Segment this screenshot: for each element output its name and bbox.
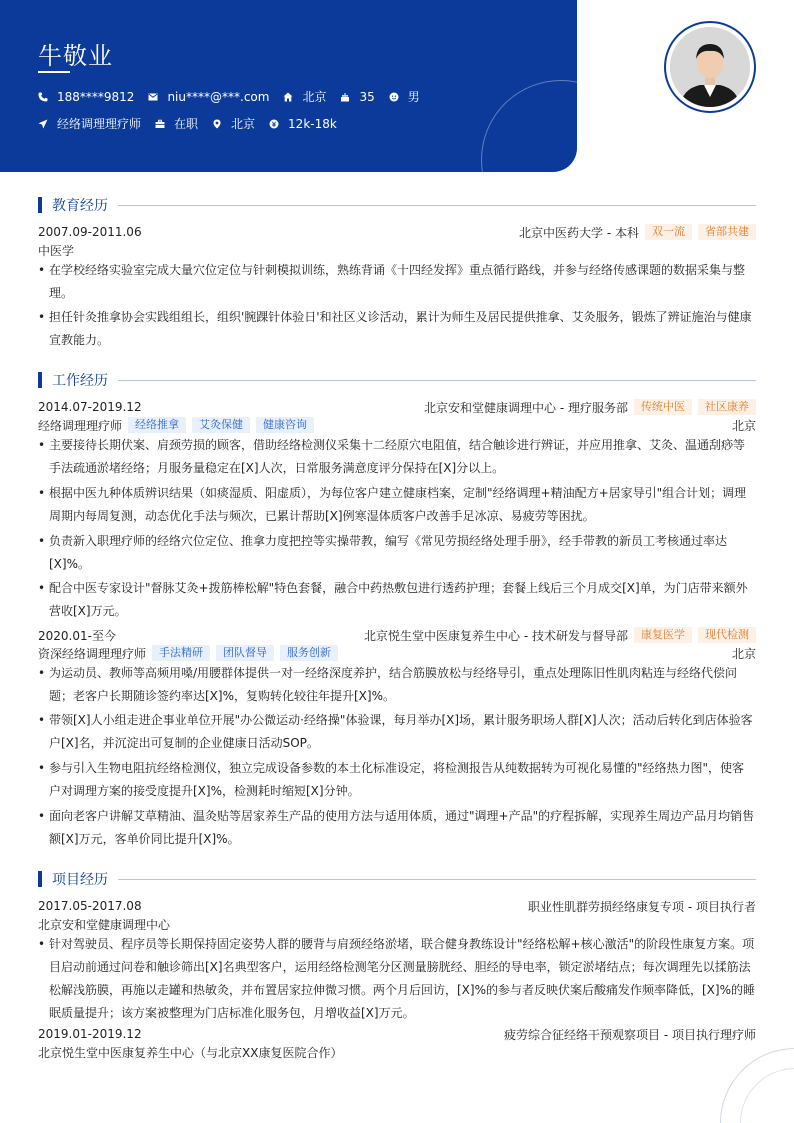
work-company: 北京悦生堂中医康复养生中心 - 技术研发与督导部 <box>364 628 628 643</box>
money-icon <box>269 119 279 129</box>
decor-circle <box>481 80 577 172</box>
section-bar <box>38 197 42 213</box>
work-date: 2014.07-2019.12 <box>38 400 142 414</box>
education-tag: 双一流 <box>645 224 692 240</box>
project-header <box>38 1026 756 1042</box>
section-bar <box>38 372 42 388</box>
work-bullet: • 配合中医专家设计"督脉艾灸+拨筋棒松解"特色套餐，融合中药热敷包进行透药护理；套餐上线后三个月成交[X]单，为门店带来额外营收[X]万元。 <box>38 577 756 623</box>
age-text: 35 <box>359 89 375 104</box>
work-position: 经络调理理疗师 <box>38 418 123 433</box>
education-major-row <box>38 242 756 258</box>
section-title: 工作经历 <box>52 373 108 389</box>
avatar <box>670 27 750 107</box>
phone-text: 188****9812 <box>57 89 135 104</box>
education-bullet: • 担任针灸推拿协会实践组组长，组织'腕踝针体验日'和社区义诊活动，累计为师生及居民提供推拿、艾灸服务，锻炼了辨证施治与健康宣教能力。 <box>38 306 756 352</box>
job-text: 经络调理理疗师 <box>57 117 142 131</box>
work-bullet: • 带领[X]人小组走进企事业单位开展"办公微运动·经络操"体验课，每月举办[X]场，累计服务职场人群[X]人次；活动后转化到店体验客户[X]名，并沉淀出可复制的企业健康日活动SOP。 <box>38 709 756 755</box>
candidate-name: 牛敬业 <box>38 42 113 70</box>
skill-tag: 团队督导 <box>216 645 274 661</box>
email-text: niu****@***.com <box>167 89 270 104</box>
work-city: 北京 <box>731 646 756 661</box>
project-name: 疲劳综合征经络干预观察项目 - 项目执行理疗师 <box>504 1027 756 1042</box>
info-row-1 <box>38 88 434 105</box>
info-phone <box>38 90 134 104</box>
project-name: 职业性肌群劳损经络康复专项 - 项目执行者 <box>528 899 756 914</box>
work-tag: 现代检测 <box>698 627 756 643</box>
skill-tag: 健康咨询 <box>256 417 314 433</box>
info-status <box>155 115 198 132</box>
work-bullet: • 为运动员、教师等高频用嗓/用腰群体提供一对一经络深度养护，结合筋膜放松与经络导引，重点处理陈旧性肌肉粘连与经络代偿问题；老客户长期随诊签约率达[X]%，复购转化较往年提升[X]%。 <box>38 662 756 708</box>
work-bullet: • 根据中医九种体质辨识结果（如痰湿质、阳虚质），为每位客户建立健康档案，定制"经络调理+精油配方+居家导引"组合计划；调理周期内每周复测，动态优化手法与频次，已累计帮助[X]例寒湿体质客户改善手足冰凉、易疲劳等困扰。 <box>38 482 756 528</box>
work-header <box>38 399 756 415</box>
gender-icon <box>389 92 399 102</box>
work-company: 北京安和堂健康调理中心 - 理疗服务部 <box>424 400 628 415</box>
section-rule <box>118 205 756 206</box>
work-bullet: • 面向老客户讲解艾草精油、温灸贴等居家养生产品的使用方法与适用体质，通过"调理+产品"的疗程拆解，实现养生周边产品月均销售额[X]万元，客单价同比提升[X]%。 <box>38 805 756 851</box>
city-text: 北京 <box>302 90 327 104</box>
project-date: 2019.01-2019.12 <box>38 1027 142 1041</box>
location-text: 北京 <box>231 117 256 131</box>
skill-tag: 经络推拿 <box>128 417 186 433</box>
project-date: 2017.05-2017.08 <box>38 899 142 913</box>
cake-icon <box>340 92 350 102</box>
education-school: 北京中医药大学 - 本科 <box>519 225 639 240</box>
education-major: 中医学 <box>38 243 75 258</box>
project-bullet: • 针对驾驶员、程序员等长期保持固定姿势人群的腰背与肩颈经络淤堵，联合健身教练设计"经络松解+核心激活"的阶段性康复方案。项目启动前通过问卷和触诊筛出[X]名典型客户，运用经络检测笔分区测量膀胱经、胆经的导电率，锁定淤堵结点；每次调理先以揉筋法松解浅筋膜，再施以走罐和热敏灸，并布置居家拉伸微习惯。两个月后回访，[X]%的参与者反映伏案后酸痛发作频率降低，[X]%的睡眠质量提升；该方案被整理为门店标准化服务包，月增收益[X]万元。 <box>38 933 756 1025</box>
work-position-row <box>38 417 756 433</box>
work-bullet: • 主要接待长期伏案、肩颈劳损的顾客，借助经络检测仪采集十二经原穴电阻值，结合触诊进行辨证，并应用推拿、艾灸、温通刮痧等手法疏通淤堵经络；月服务量稳定在[X]人次，日常服务满意度评分保持在[X]分以上。 <box>38 434 756 480</box>
info-age <box>340 90 374 104</box>
section-education <box>38 196 756 214</box>
project-org-row <box>38 916 756 932</box>
section-rule <box>118 879 756 880</box>
work-position: 资深经络调理理疗师 <box>38 646 147 661</box>
work-tag: 传统中医 <box>634 399 692 415</box>
info-location <box>212 115 255 132</box>
pin-icon <box>212 119 222 129</box>
info-email <box>148 90 269 104</box>
name-underline <box>38 71 70 73</box>
section-project <box>38 870 756 888</box>
education-bullet: • 在学校经络实验室完成大量穴位定位与针刺模拟训练，熟练背诵《十四经发挥》重点循行路线，并参与经络传感课题的数据采集与整理。 <box>38 259 756 305</box>
education-date: 2007.09-2011.06 <box>38 225 142 239</box>
work-date: 2020.01-至今 <box>38 628 116 643</box>
project-org-row <box>38 1044 756 1060</box>
phone-icon <box>38 92 48 102</box>
project-org: 北京悦生堂中医康复养生中心（与北京XX康复医院合作） <box>38 1045 343 1060</box>
info-salary <box>269 117 337 131</box>
briefcase-icon <box>155 119 165 129</box>
info-job <box>38 115 141 132</box>
education-header <box>38 224 756 240</box>
project-org: 北京安和堂健康调理中心 <box>38 917 171 932</box>
work-tag: 社区康养 <box>698 399 756 415</box>
skill-tag: 手法精研 <box>152 645 210 661</box>
info-gender <box>389 88 420 105</box>
info-city <box>283 88 326 105</box>
education-tag: 省部共建 <box>698 224 756 240</box>
section-rule <box>118 380 756 381</box>
work-tag: 康复医学 <box>634 627 692 643</box>
email-icon <box>148 92 158 102</box>
work-bullet: • 参与引入生物电阻抗经络检测仪，独立完成设备参数的本土化标准设定，将检测报告从纯数据转为可视化易懂的"经络热力图"，使客户对调理方案的接受度提升[X]%，检测耗时缩短[X]分钟。 <box>38 757 756 803</box>
salary-text: 12k-18k <box>288 116 337 131</box>
skill-tag: 艾灸保健 <box>192 417 250 433</box>
section-work <box>38 371 756 389</box>
info-row-2 <box>38 115 351 132</box>
work-bullet: • 负责新入职理疗师的经络穴位定位、推拿力度把控等实操带教，编写《常见劳损经络处理手册》，经手带教的新员工考核通过率达[X]%。 <box>38 530 756 576</box>
skill-tag: 服务创新 <box>280 645 338 661</box>
project-header <box>38 898 756 914</box>
work-header <box>38 627 756 643</box>
work-city: 北京 <box>731 418 756 433</box>
section-bar <box>38 871 42 887</box>
send-icon <box>38 119 48 129</box>
section-title: 项目经历 <box>52 872 108 888</box>
gender-text: 男 <box>407 90 420 104</box>
avatar-frame <box>664 21 756 113</box>
home-icon <box>283 92 293 102</box>
header-banner <box>0 0 577 172</box>
section-title: 教育经历 <box>52 198 108 214</box>
work-position-row <box>38 645 756 661</box>
status-text: 在职 <box>174 117 199 131</box>
